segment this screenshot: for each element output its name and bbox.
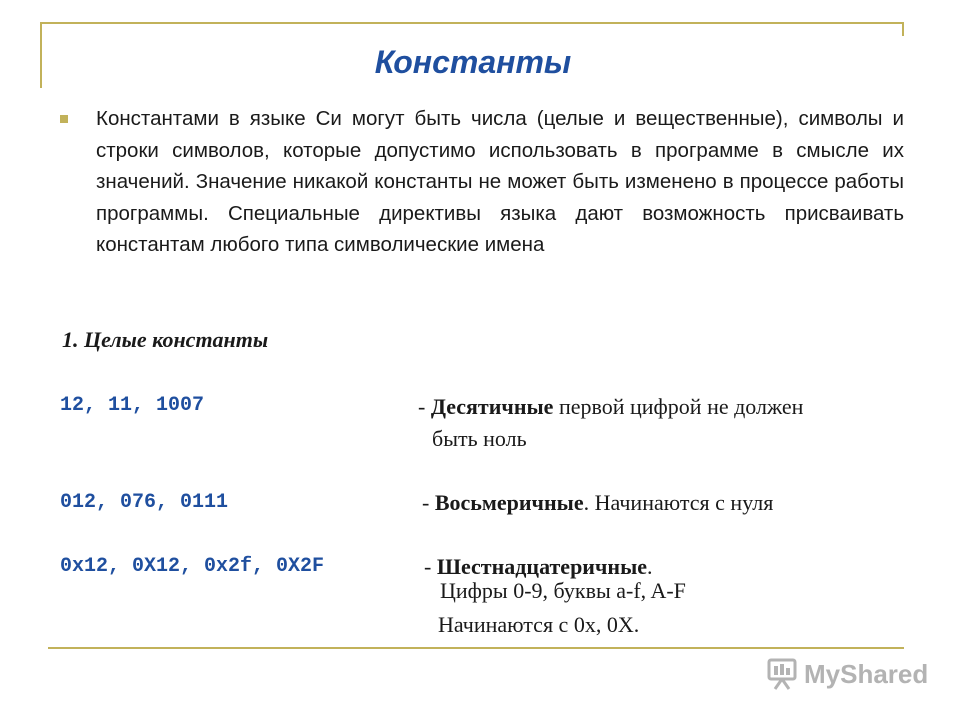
- octal-example-code: 012, 076, 0111: [60, 491, 229, 514]
- logo-text: MyShared: [804, 658, 929, 689]
- decimal-description: [418, 394, 803, 420]
- slide-title: Константы: [374, 44, 572, 80]
- decimal-label: Десятичные: [430, 394, 554, 419]
- frame-bottom-line: [48, 647, 904, 649]
- octal-description: [422, 490, 773, 516]
- decimal-example-code: 12, 11, 1007: [60, 394, 205, 417]
- dash: -: [422, 490, 435, 515]
- octal-label: Восьмеричные: [434, 490, 584, 515]
- frame-top-line: [40, 22, 904, 24]
- dash: -: [424, 554, 437, 579]
- intro-paragraph: Константами в языке Си могут быть числа (целые и вещественные), символы и строки символов, которые допустимо использовать в программе в смысле их значений. Значение никакой константы не может быть изменено в процессе работы программы. Специальные директивы языка дают возможность присваивать константам любого типа символические имена: [96, 107, 904, 256]
- bullet-marker: [60, 115, 68, 123]
- hex-description-line2: Цифры 0-9, буквы a-f, A-F: [440, 578, 686, 603]
- section-heading: 1. Целые константы: [62, 327, 269, 352]
- hex-example-code: 0x12, 0X12, 0x2f, 0X2F: [60, 555, 325, 578]
- hex-label: Шестнадцатеричные: [436, 554, 648, 579]
- presentation-board-icon: [766, 657, 798, 691]
- hex-description: [424, 554, 653, 580]
- myshared-logo: [766, 656, 928, 692]
- hex-description-line3: Начинаются с 0x, 0X.: [438, 612, 640, 637]
- octal-text: . Начинаются с нуля: [583, 490, 774, 515]
- decimal-text: первой цифрой не должен: [553, 394, 804, 419]
- frame-right-line: [902, 22, 904, 36]
- hex-text: .: [647, 554, 653, 579]
- dash: -: [418, 394, 431, 419]
- decimal-description-line2: быть ноль: [432, 426, 527, 451]
